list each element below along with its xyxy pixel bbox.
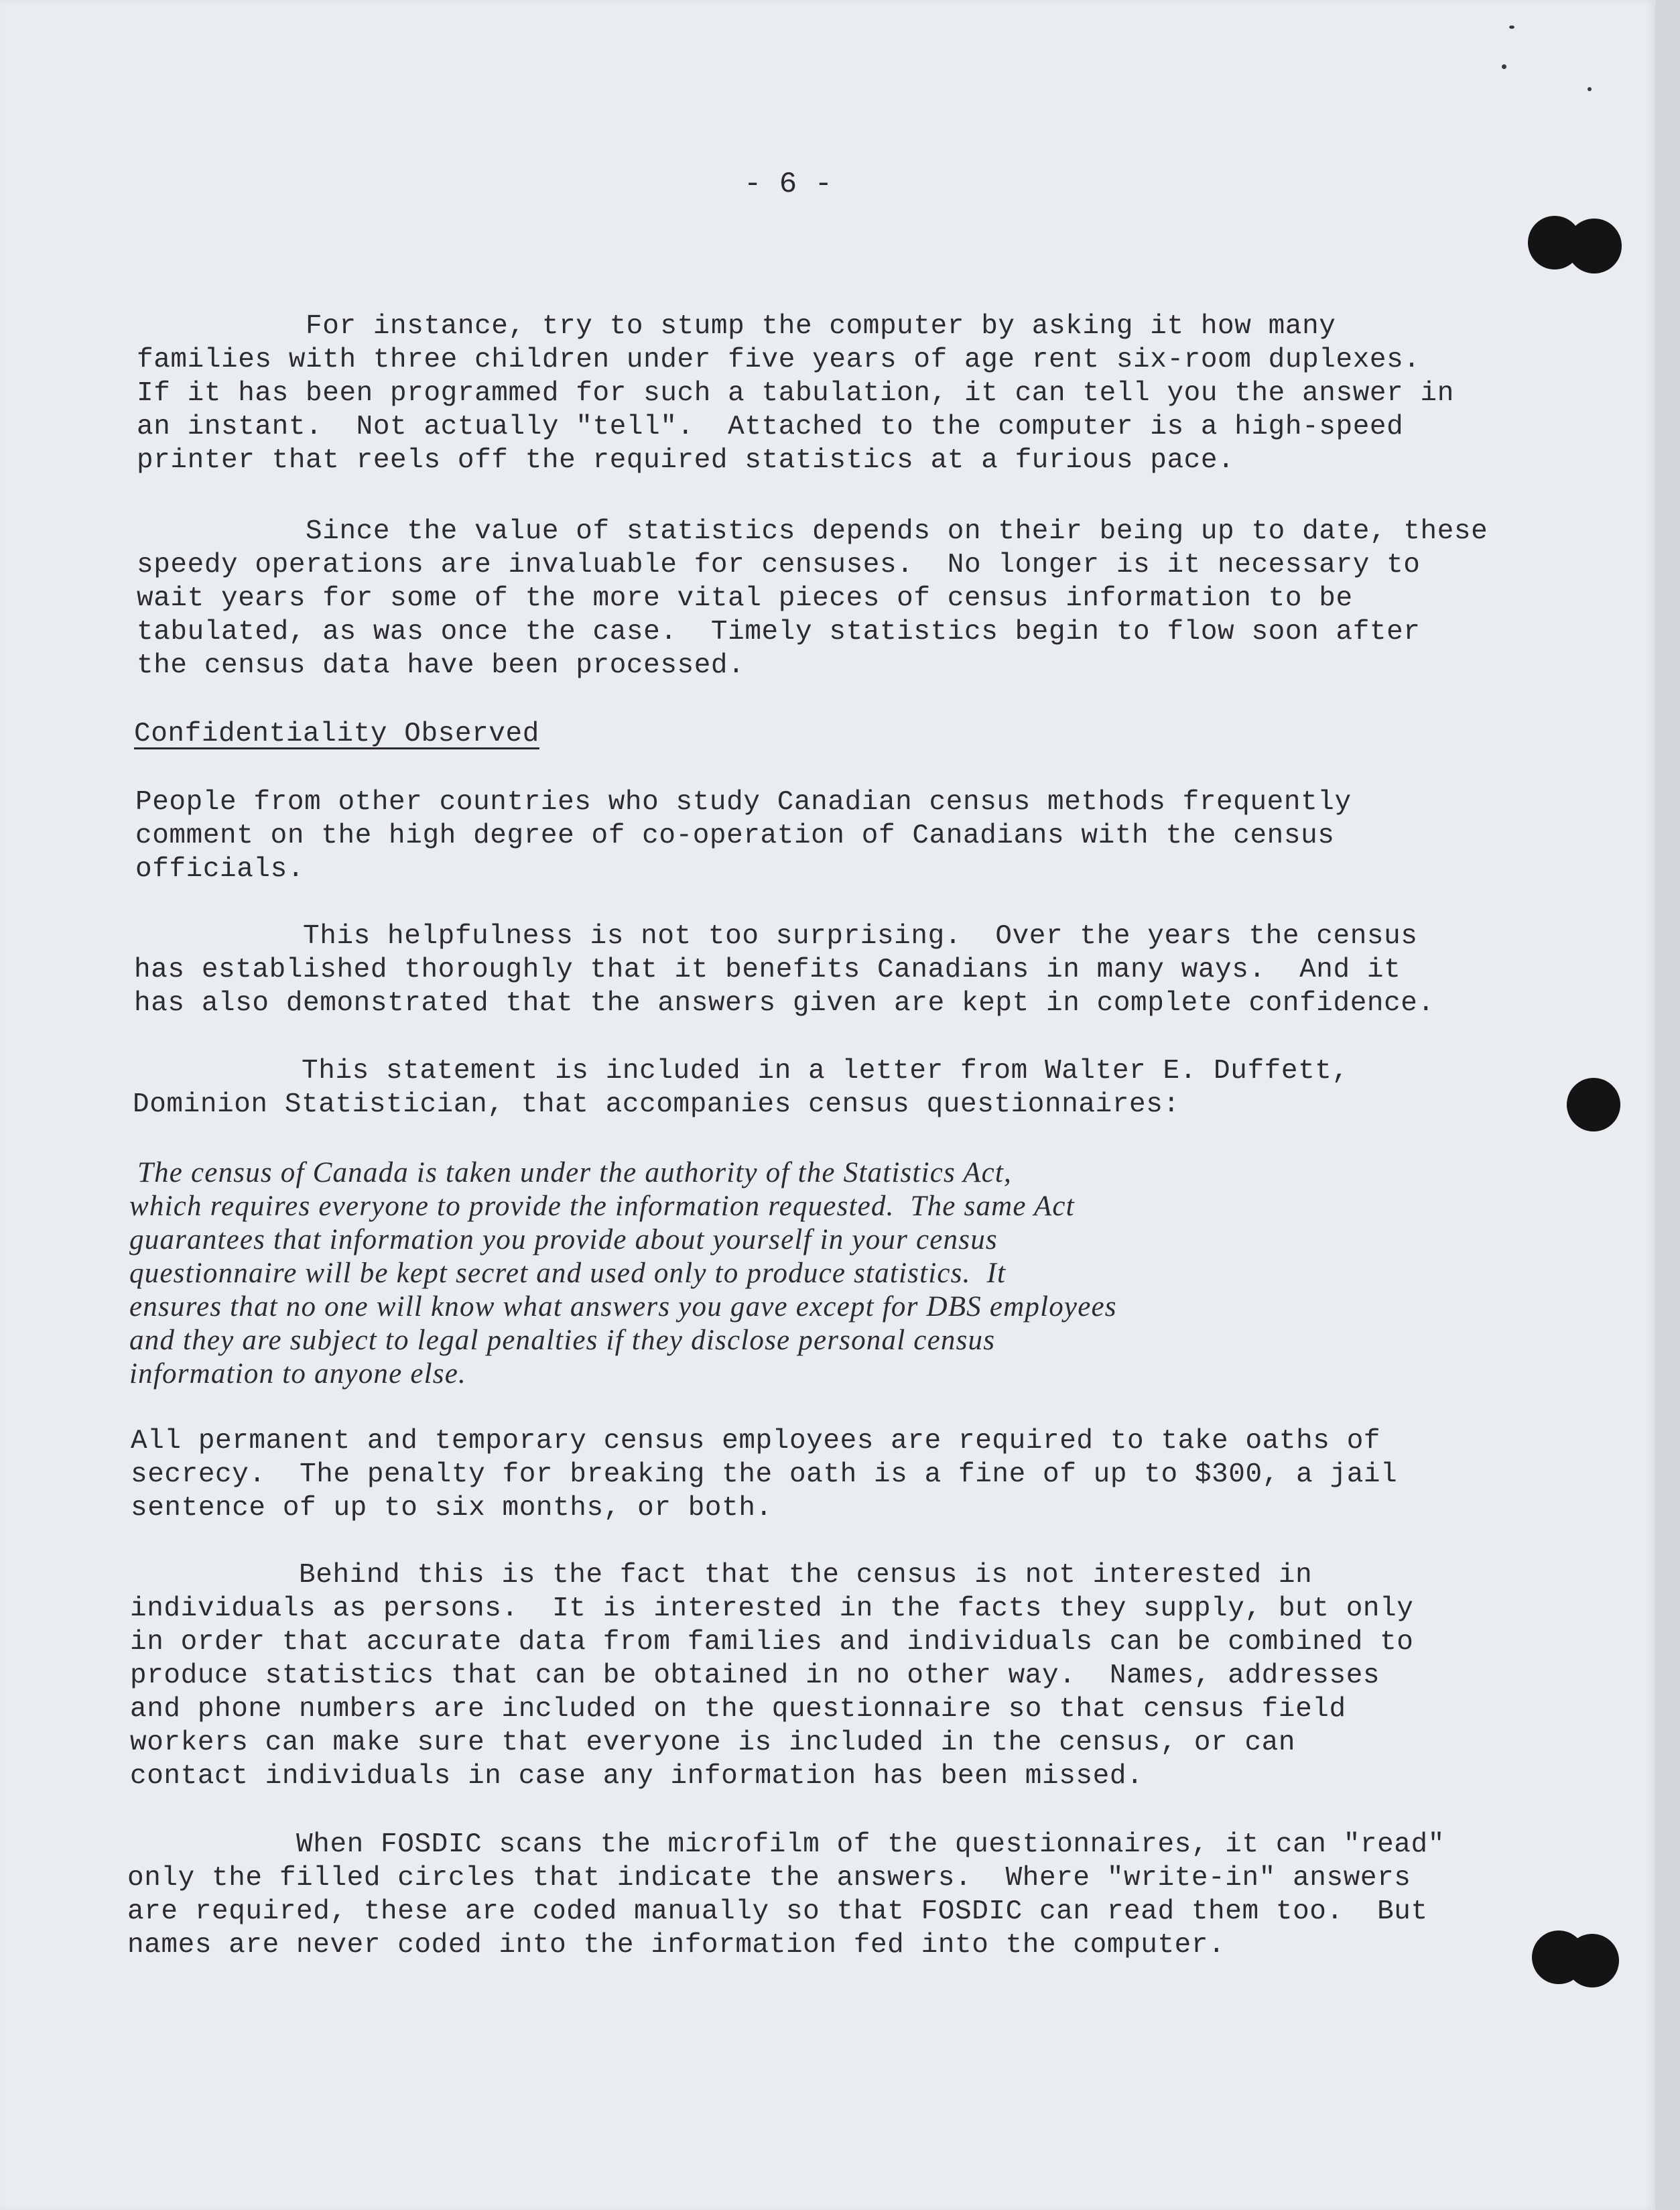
page-edge [1655,0,1680,2210]
paragraph-individuals: Behind this is the fact that the census is not interested in individuals as persons. It is interested in the facts they supply, but only in order that accurate data from families and individuals can be combined to produce statistics that can be obtained in no other way. Names, addresses and phone numbers are included on the questionnaire so that census field workers can make sure that everyone is included in the census, or can contact individuals in case any information has been missed. [130,1560,1414,1792]
paragraph-fosdic: When FOSDIC scans the microfilm of the questionnaires, it can "read" only the filled circles that indicate the answers. Where "write-in" answers are required, these are coded manually so that FOSDIC can read them too. But names are never coded into the information fed into the computer. [127,1829,1445,1961]
paragraph-cooperation: People from other countries who study Canadian census methods frequently comment on the high degree of co-operation of Canadians with the census officials. [135,787,1352,885]
paper-speck [1509,25,1514,29]
page-number: - 6 - [744,168,833,201]
paper-speck [1588,87,1592,91]
paragraph-computer-example: For instance, try to stump the computer by asking it how many families with three children under five years of age rent six-room duplexes. If it has been programmed for such a tabulation, it can tell you the answer in an instant. Not actually "tell". Attached to the computer is a high-speed printer that reels off the required statistics at a furious pace. [137,311,1454,476]
punch-hole-top [1567,219,1622,273]
paragraph-duffett-letter: This statement is included in a letter from Walter E. Duffett, Dominion Statistician, that accompanies census questionnaires: [133,1056,1349,1120]
paper-speck [1502,64,1506,69]
section-heading: Confidentiality Observed [134,719,539,749]
paragraph-timely-statistics: Since the value of statistics depends on their being up to date, these speedy operations are invaluable for censuses. No longer is it necessary to wait years for some of the more vital pieces of census information to be tabulated, as was once the case. Timely statistics begin to flow soon after the census data have been processed. [137,516,1488,681]
quotation-statistics-act: The census of Canada is taken under the authority of the Statistics Act, which requires everyone to provide the information requested. The same Act guarantees that information you provide about yourself in your census questionnaire will be kept secret and used only to produce statistics. It ensures that no one will know what answers you gave except for DBS employees and they are subject to legal penalties if they disclose personal census information to anyone else. [129,1157,1117,1390]
paragraph-helpfulness: This helpfulness is not too surprising. Over the years the census has established thoroughly that it benefits Canadians in many ways. And it has also demonstrated that the answers given are kept in complete confidence. [134,921,1435,1019]
punch-hole-middle [1567,1078,1620,1131]
punch-hole-bottom [1565,1934,1619,1987]
paragraph-oaths-of-secrecy: All permanent and temporary census employees are required to take oaths of secrecy. The penalty for breaking the oath is a fine of up to $300, a jail sentence of up to six months, or both. [131,1426,1398,1524]
